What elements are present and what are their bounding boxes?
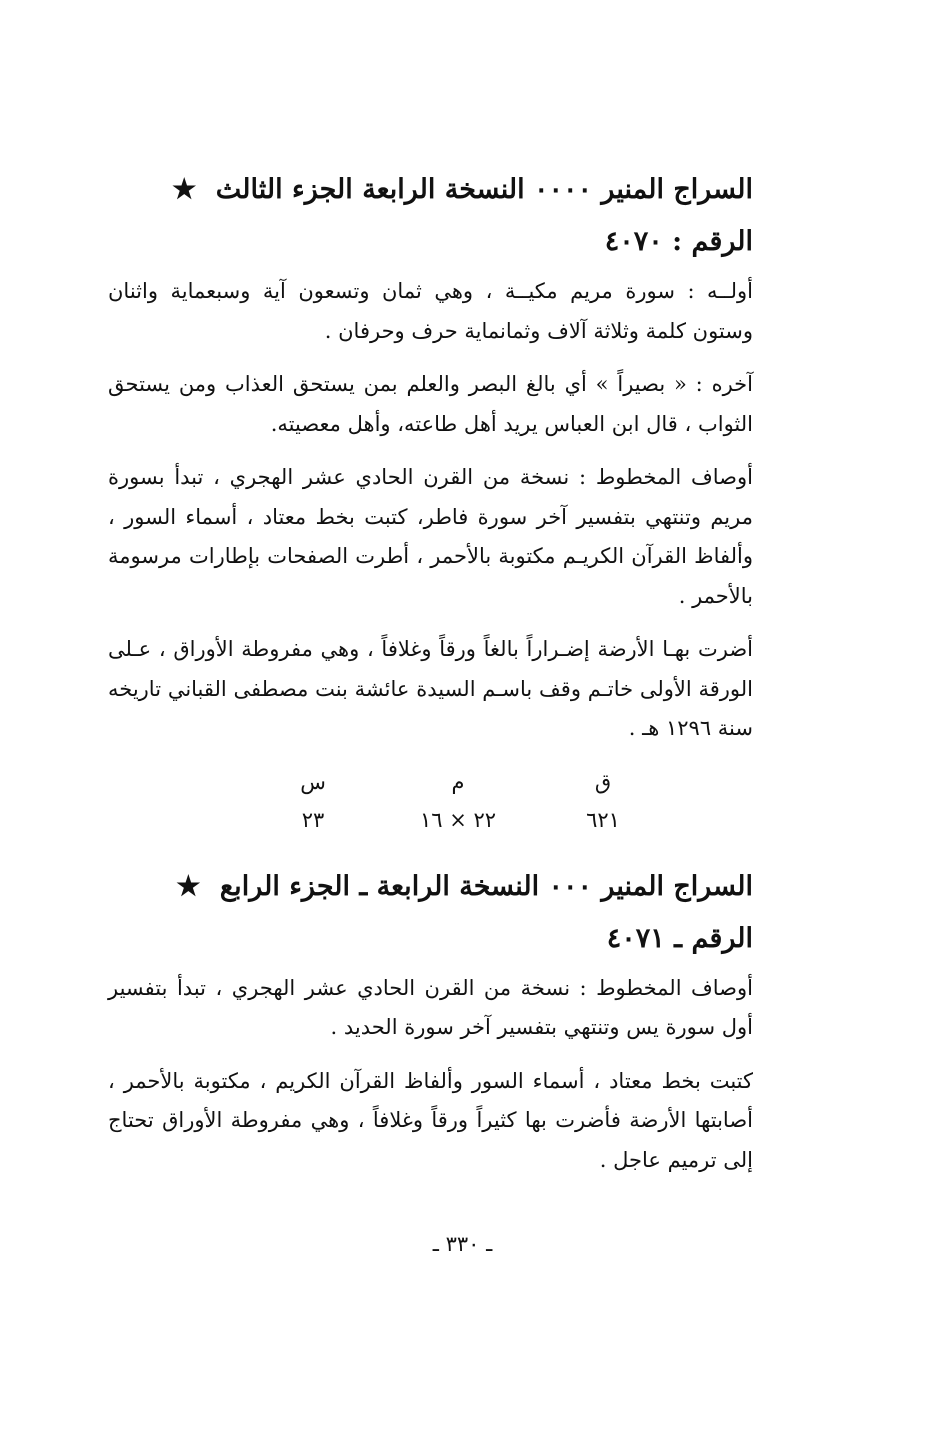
- manuscript-entry-4071: [108, 867, 753, 1181]
- entry-description: أوصاف المخطوط : نسخة من القرن الحادي عشر الهجري ، تبدأ بسورة مريم وتنتهي بتفسير آخر سورة فاطر، كتبت بخط معتاد ، أسماء السور ، وألفاظ القرآن الكريـم مكتوبة بالأحمر ، أطرت الصفحات بإطارات مرسومة بالأحمر .: [108, 465, 753, 608]
- page-content: [108, 170, 753, 1194]
- measure-value: ٢٣: [301, 807, 325, 832]
- entry-title-text: السراج المنير ٠٠٠ النسخة الرابعة ـ الجزء الرابع: [219, 870, 753, 902]
- measure-leaves: [543, 763, 663, 839]
- measure-lines: [253, 763, 373, 839]
- star-icon: ★: [176, 870, 201, 902]
- measure-label: س: [300, 769, 326, 794]
- page-number: ـ ٣٣٠ ـ: [432, 1232, 493, 1256]
- entry-title: [108, 867, 753, 907]
- entry-number: الرقم : ٤٠٧٠: [604, 226, 753, 257]
- entry-condition: كتبت بخط معتاد ، أسماء السور وألفاظ القرآن الكريم ، مكتوبة بالأحمر ، أصابتها الأرضة فأضرت بها كثيراً ورقاً وغلافاً ، وهي مفروطة الأوراق تحتاج إلى ترميم عاجل .: [108, 1068, 753, 1172]
- entry-condition: أضرت بهـا الأرضة إضـراراً بالغاً ورقاً وغلافاً ، وهي مفروطة الأوراق ، عـلى الورقة الأولى خاتـم وقف باسـم السيدة عائشة بنت مصطفى القباني تاريخه سنة ١٢٩٦ هـ .: [108, 637, 753, 740]
- measure-value: ٢٢ × ١٦: [419, 807, 497, 832]
- entry-title: [108, 170, 753, 210]
- entry-ending: آخره : « بصيراً » أي بالغ البصر والعلم بمن يستحق العذاب ومن يستحق الثواب ، قال ابن العباس يريد أهل طاعته، وأهل معصيته.: [108, 372, 753, 436]
- measure-value: ٦٢١: [586, 807, 620, 832]
- measure-label: م: [451, 769, 465, 794]
- entry-number: الرقم ـ ٤٠٧١: [606, 922, 753, 954]
- entry-beginning: أولــه : سورة مريم مكيــة ، وهي ثمان وتسعون آية وسبعماية واثنان وستون كلمة وثلاثة آلاف وثمانماية حرف وحرفان .: [108, 279, 753, 343]
- entry-description: أوصاف المخطوط : نسخة من القرن الحادي عشر الهجري ، تبدأ بتفسير أول سورة يس وتنتهي بتفسير آخر سورة الحديد .: [108, 975, 753, 1039]
- entry-title-text: السراج المنير ٠٠٠٠ النسخة الرابعة الجزء الثالث: [215, 174, 753, 205]
- measure-size: [398, 763, 518, 839]
- star-icon: ★: [172, 174, 197, 205]
- measure-label: ق: [594, 769, 612, 794]
- manuscript-entry-4070: [108, 170, 753, 839]
- measurements-table: [253, 763, 663, 839]
